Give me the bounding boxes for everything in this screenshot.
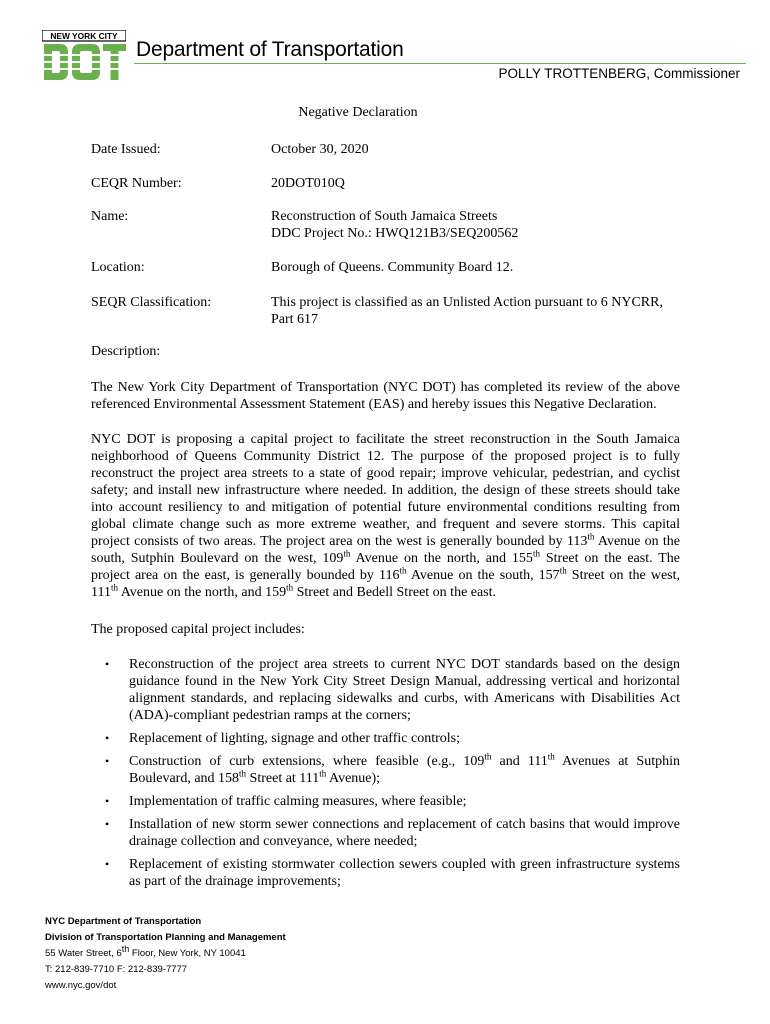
list-item — [91, 793, 680, 810]
text-segment: Street at 111 — [246, 771, 320, 786]
field-label-seqr-classification: SEQR Classification: — [91, 295, 212, 310]
footer-phone: T: 212-839-7710 F: 212-839-7777 — [45, 964, 188, 975]
list-item-text: Reconstruction of the project area streets to current NYC DOT standards based on the design guidance found in the New York City Street Design Manual, addressing vertical and horizontal alignment standards, and replacing sidewalks and curbs, with Americans with Disabilities Act (ADA)-compliant pedestrian ramps at the corners; — [129, 657, 680, 723]
document-title: Negative Declaration — [298, 105, 418, 120]
text-segment: NYC DOT is proposing a capital project to facilitate the street reconstruction in the South Jamaica neighborhood of Queens Community District 12. The purpose of the proposed project is to fully reconstruct the project area streets to a state of good repair; improve vehicular, pedestrian, and cyclist safety; and install new infrastructure where needed. In addition, the design of these streets should take into account resiliency to and mitigation of potential future environmental conditions resulting from global climate change such as more extreme weather, and frequent and severe storms. This capital project consists of two areas. The project area on the west is generally bounded by 113 — [91, 432, 680, 549]
field-label-location: Location: — [91, 260, 145, 275]
header-rule — [134, 63, 746, 64]
list-item — [91, 656, 680, 724]
paragraph-review: The New York City Department of Transportation (NYC DOT) has completed its review of the above referenced Environmental Assessment Statement (EAS) and hereby issues this Negative Declaration. — [91, 380, 680, 412]
list-item-text: Replacement of lighting, signage and other traffic controls; — [129, 731, 460, 746]
field-label-date-issued: Date Issued: — [91, 142, 161, 157]
superscript-th: th — [239, 768, 247, 779]
field-value-seqr-classification: This project is classified as an Unlisted Action pursuant to 6 NYCRR, Part 617 — [271, 295, 663, 327]
list-item — [91, 856, 680, 890]
footer-street — [45, 943, 286, 962]
footer-division: Division of Transportation Planning and Management — [45, 932, 286, 943]
department-title: Department of Transportation — [136, 38, 404, 61]
list-item-text: Installation of new storm sewer connections and replacement of catch basins that would improve drainage collection and conveyance, where needed; — [129, 817, 680, 849]
text-segment: Street and Bedell Street on the east. — [293, 585, 497, 600]
list-item-text — [129, 751, 680, 786]
text-segment: Construction of curb extensions, where feasible (e.g., 109 — [129, 754, 485, 769]
superscript-th: th — [484, 751, 492, 762]
commissioner-name: POLLY TROTTENBERG, Commissioner — [498, 66, 740, 81]
description-label: Description: — [91, 344, 161, 359]
paragraph-includes: The proposed capital project includes: — [91, 622, 305, 637]
footer-org: NYC Department of Transportation — [45, 916, 202, 927]
field-value-location: Borough of Queens. Community Board 12. — [271, 260, 514, 275]
field-value-name-line1: Reconstruction of South Jamaica Streets — [271, 209, 498, 224]
paragraph-project-description — [91, 431, 680, 601]
text-segment: Avenues at Sutphin Boulevard, and 158 — [129, 754, 680, 786]
text-segment: 55 Water Street, 6 — [45, 948, 122, 959]
superscript-th: th — [587, 531, 595, 542]
text-segment: Avenue on the south, Sutphin Boulevard on the west, 109 — [91, 534, 680, 566]
list-item — [91, 753, 680, 787]
superscript-th: th — [547, 751, 555, 762]
field-value-name-line2: DDC Project No.: HWQ121B3/SEQ200562 — [271, 226, 519, 241]
list-item-text: Replacement of existing stormwater collection sewers coupled with green infrastructure systems as part of the drainage improvements; — [129, 857, 680, 889]
superscript-th: th — [559, 565, 567, 576]
bullet-icon: • — [105, 794, 110, 808]
text-segment: Avenue on the north, and 159 — [117, 585, 287, 600]
superscript-th: th — [319, 768, 327, 779]
text-segment: Avenue on the north, and 155 — [350, 551, 533, 566]
text-segment: and 111 — [491, 754, 548, 769]
text-segment: Avenue); — [326, 771, 381, 786]
superscript-th: th — [532, 548, 540, 559]
footer-address — [45, 914, 286, 994]
capital-project-list — [91, 656, 680, 896]
bullet-icon: • — [105, 817, 110, 831]
bullet-icon: • — [105, 754, 110, 768]
superscript-th: th — [110, 582, 118, 593]
field-label-ceqr-number: CEQR Number: — [91, 176, 182, 191]
list-item — [91, 816, 680, 850]
logo-top-text: NEW YORK CITY — [50, 30, 118, 41]
bullet-icon: • — [105, 857, 110, 871]
superscript-th: th — [399, 565, 407, 576]
bullet-icon: • — [105, 657, 110, 671]
list-item-text: Implementation of traffic calming measures, where feasible; — [129, 794, 467, 809]
superscript-th: th — [121, 943, 130, 954]
field-value-ceqr-number: 20DOT010Q — [271, 176, 345, 191]
text-segment: Street on the east. The project area on the east, is generally bounded by 116 — [91, 551, 680, 583]
text-segment: Floor, New York, NY 10041 — [129, 948, 246, 959]
text-segment: Avenue on the south, 157 — [406, 568, 560, 583]
field-label-name: Name: — [91, 209, 129, 224]
list-item — [91, 730, 680, 747]
superscript-th: th — [286, 582, 294, 593]
text-segment: Street on the west, 111 — [91, 568, 681, 600]
nyc-dot-logo — [42, 30, 126, 82]
bullet-icon: • — [105, 731, 110, 745]
footer-website-link[interactable]: www.nyc.gov/dot — [45, 980, 117, 991]
superscript-th: th — [343, 548, 351, 559]
field-value-date-issued: October 30, 2020 — [271, 142, 369, 157]
